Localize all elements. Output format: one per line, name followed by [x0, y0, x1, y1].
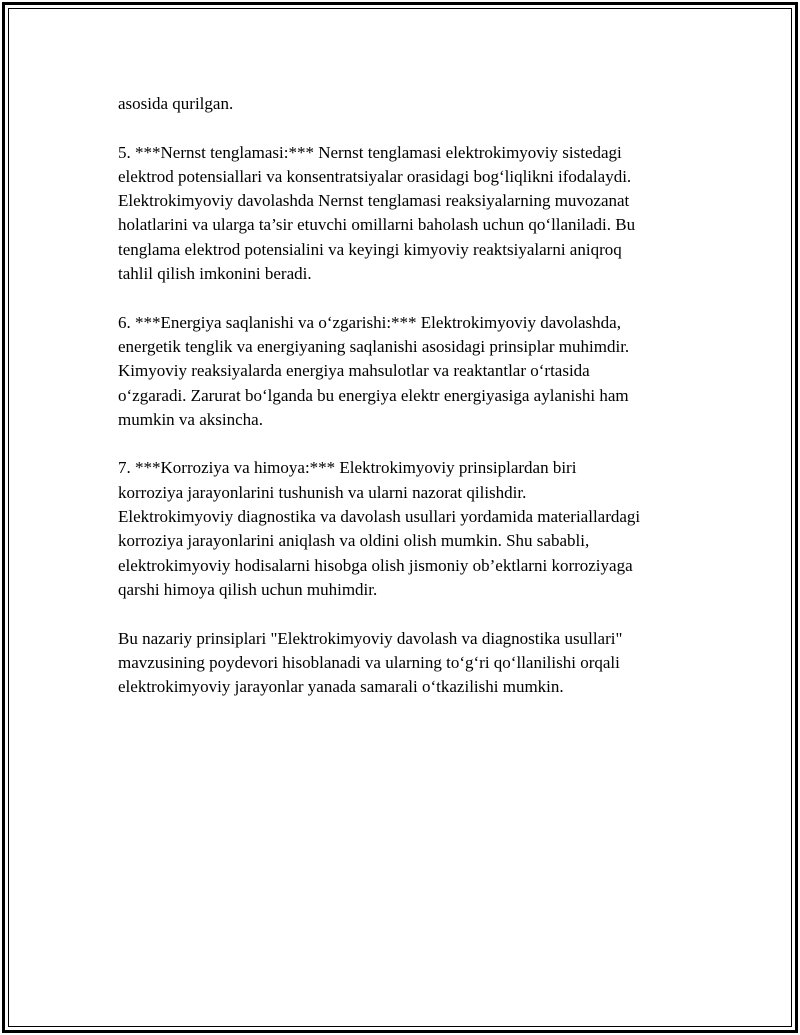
paragraph-energy-conservation: 6. ***Energiya saqlanishi va o‘zgarishi:*** Elektrokimyoviy davolashda, energetik tenglik va energiyaning saqlanishi asosidagi prinsiplar muhimdir. Kimyoviy reaksiyalarda energiya mahsulotlar va reaktantlar o‘rtasida o‘zgaradi. Zarurat bo‘lganda bu energiya elektr energiyasiga aylanishi ham mumkin va aksincha. — [118, 312, 630, 429]
paragraph-continuation: asosida qurilgan. — [118, 94, 234, 113]
document-body — [118, 92, 698, 724]
paragraph-conclusion: Bu nazariy prinsiplari "Elektrokimyoviy davolash va diagnostika usullari" mavzusining poydevori hisoblanadi va ularning to‘g‘ri qo‘llanilishi orqali elektrokimyoviy jarayonlar yanada samarali o‘tkazilishi mumkin. — [118, 628, 623, 697]
paragraph-nernst-equation: 5. ***Nernst tenglamasi:*** Nernst tenglamasi elektrokimyoviy sistedagi elektrod potensiallari va konsentratsiyalar orasidagi bog‘liqlikni ifodalaydi. Elektrokimyoviy davolashda Nernst tenglamasi reaksiyalarning muvozanat holatlarini va ularga ta’sir etuvchi omillarni baholash uchun qo‘llaniladi. Bu tenglama elektrod potensialini va keyingi kimyoviy reaktsiyalarni aniqroq tahlil qilish imkonini beradi. — [118, 142, 636, 284]
paragraph-corrosion-protection: 7. ***Korroziya va himoya:*** Elektrokimyoviy prinsiplardan biri korroziya jarayonlarini tushunish va ularni nazorat qilishdir. Elektrokimyoviy diagnostika va davolash usullari yordamida materiallardagi korroziya jarayonlarini aniqlash va oldini olish mumkin. Shu sababli, elektrokimyoviy hodisalarni hisobga olish jismoniy ob’ektlarni korroziyaga qarshi himoya qilish uchun muhimdir. — [118, 458, 641, 599]
